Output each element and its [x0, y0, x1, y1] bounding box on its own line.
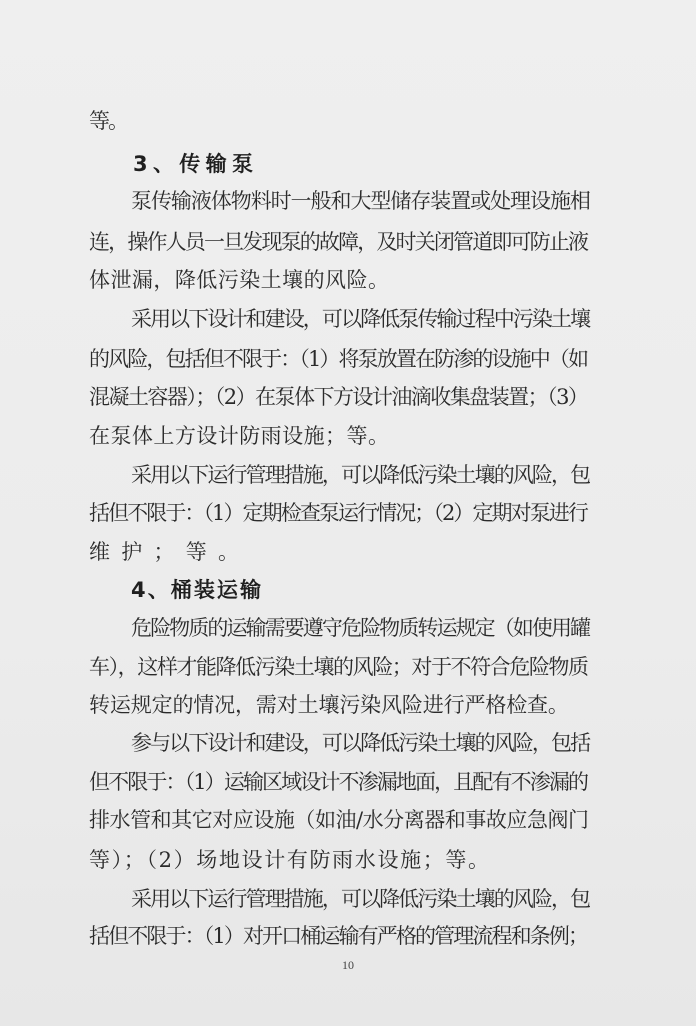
page-number: 10: [342, 958, 354, 972]
text-line-9: 在泵体上方设计防雨设施；等。: [89, 424, 390, 448]
text-line-14: 危险物质的运输需要遵守危险物质转运规定（如使用罐: [131, 616, 590, 640]
section-heading-drum-transport: 4、桶装运输: [131, 578, 264, 602]
text-line-18: 但不限于：（1）运输区域设计不渗漏地面，且配有不渗漏的: [89, 770, 588, 794]
text-line-12: 维护；等。: [89, 540, 251, 564]
text-line-15: 车），这样才能降低污染土壤的风险；对于不符合危险物质: [89, 655, 588, 679]
text-line-22: 括但不限于：（1）对开口桶运输有严格的管理流程和条例；: [89, 924, 588, 948]
text-line-11: 括但不限于：（1）定期检查泵运行情况；（2）定期对泵进行: [89, 501, 587, 525]
text-line-5: 体泄漏，降低污染土壤的风险。: [89, 268, 390, 292]
text-line-17: 参与以下设计和建设，可以降低污染土壤的风险，包括: [131, 731, 590, 755]
text-line-3: 泵传输液体物料时一般和大型储存装置或处理设施相: [131, 189, 590, 213]
section-heading-transfer-pump: 3、传输泵: [133, 152, 259, 176]
text-line-6: 采用以下设计和建设，可以降低泵传输过程中污染土壤: [131, 307, 590, 331]
text-line-1: 等。: [89, 109, 127, 133]
text-line-21: 采用以下运行管理措施，可以降低污染土壤的风险，包: [131, 887, 590, 911]
text-line-4: 连，操作人员一旦发现泵的故障，及时关闭管道即可防止液: [89, 230, 588, 254]
text-line-20: 等）；（2）场地设计有防雨水设施；等。: [89, 848, 491, 872]
text-line-16: 转运规定的情况，需对土壤污染风险进行严格检查。: [89, 693, 569, 717]
text-line-8: 混凝土容器）；（2）在泵体下方设计油滴收集盘装置；（3）: [89, 385, 588, 409]
text-line-10: 采用以下运行管理措施，可以降低污染土壤的风险，包: [131, 463, 590, 487]
text-line-7: 的风险，包括但不限于：（1）将泵放置在防渗的设施中（如: [89, 347, 588, 371]
text-line-19: 排水管和其它对应设施（如油/水分离器和事故应急阀门: [89, 808, 589, 832]
